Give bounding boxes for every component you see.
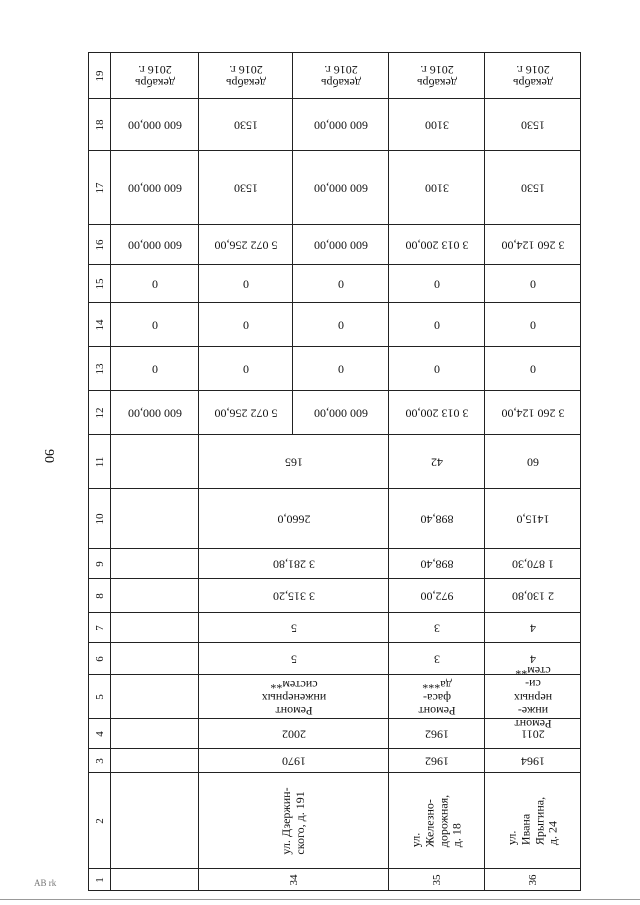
index-35: 35 — [389, 869, 485, 891]
col8-row — [89, 579, 581, 613]
cell-r1-c13: 0 — [199, 347, 293, 391]
cell-r3-c13: 0 — [389, 347, 485, 391]
cell-r3-c12: 3 013 200,00 — [389, 391, 485, 435]
cell-r0-c18: 600 000,00 — [111, 99, 199, 151]
cell-r0-c15: 0 — [111, 265, 199, 303]
cell-r4-c9: 1 870,30 — [485, 549, 581, 579]
cell-r2-c17: 600 000,00 — [293, 151, 389, 225]
colnum-7: 7 — [89, 613, 111, 643]
col12-row — [89, 391, 581, 435]
cell-r4-c14: 0 — [485, 303, 581, 347]
cell-r4-c13: 0 — [485, 347, 581, 391]
cell-r3-c7: 3 — [389, 613, 485, 643]
colnum-9: 9 — [89, 549, 111, 579]
col16-row — [89, 225, 581, 265]
col7-row — [89, 613, 581, 643]
cell-r3-c10: 898,40 — [389, 489, 485, 549]
colnum-2: 2 — [89, 773, 111, 869]
cell-r1-c11: 165 — [199, 435, 389, 489]
cell-r3-c8: 972,00 — [389, 579, 485, 613]
cell-r0-c13: 0 — [111, 347, 199, 391]
colnum-18: 18 — [89, 99, 111, 151]
cell-r1-c8: 3 315,20 — [199, 579, 389, 613]
cell-r1-c9: 3 281,80 — [199, 549, 389, 579]
colnum-10: 10 — [89, 489, 111, 549]
cell-r1-c19: декабрь 2016 г. — [199, 53, 293, 99]
cell-r4-c11: 60 — [485, 435, 581, 489]
cell-r3-c14: 0 — [389, 303, 485, 347]
cell-r0-c10 — [111, 489, 199, 549]
cell-r4-c5: Ремонт инже- нерных си- стем** — [485, 675, 581, 719]
col3-row — [89, 749, 581, 773]
cell-r0-c1 — [111, 869, 199, 891]
cell-r0-c11 — [111, 435, 199, 489]
cell-r4-c16: 3 260 124,00 — [485, 225, 581, 265]
address-35: ул. Железно- дорожная, д. 18 — [389, 773, 485, 869]
cell-r4-c8: 2 130,80 — [485, 579, 581, 613]
col14-row — [89, 303, 581, 347]
cell-r2-c19: декабрь 2016 г. — [293, 53, 389, 99]
colnum-19: 19 — [89, 53, 111, 99]
col15-row — [89, 265, 581, 303]
colnum-16: 16 — [89, 225, 111, 265]
cell-r4-c10: 1415,0 — [485, 489, 581, 549]
col17-row — [89, 151, 581, 225]
cell-r1-c7: 5 — [199, 613, 389, 643]
corner-mark: AB rk — [34, 878, 57, 888]
cell-r0-c12: 600 000,00 — [111, 391, 199, 435]
cell-r2-c13: 0 — [293, 347, 389, 391]
cell-r0-c14: 0 — [111, 303, 199, 347]
colnum-15: 15 — [89, 265, 111, 303]
colnum-11: 11 — [89, 435, 111, 489]
cell-r0-c5 — [111, 675, 199, 719]
cell-r2-c18: 600 000,00 — [293, 99, 389, 151]
cell-r1-c5: Ремонт инженерных систем** — [199, 675, 389, 719]
cell-r1-c6: 5 — [199, 643, 389, 675]
cell-r2-c15: 0 — [293, 265, 389, 303]
colnum-12: 12 — [89, 391, 111, 435]
cell-r3-c6: 3 — [389, 643, 485, 675]
cell-r4-c4: 2011 — [485, 719, 581, 749]
register-table — [88, 52, 581, 891]
cell-r3-c5: Ремонт фаса- да*** — [389, 675, 485, 719]
address-34: ул. Дзержин- ского, д. 191 — [199, 773, 389, 869]
col6-row — [89, 643, 581, 675]
cell-r4-c6: 4 — [485, 643, 581, 675]
cell-r4-c15: 0 — [485, 265, 581, 303]
colnum-13: 13 — [89, 347, 111, 391]
col18-row — [89, 99, 581, 151]
bottom-rule — [0, 899, 640, 900]
cell-r0-c8 — [111, 579, 199, 613]
cell-r2-c16: 600 000,00 — [293, 225, 389, 265]
cell-r2-c14: 0 — [293, 303, 389, 347]
col1-row — [89, 869, 581, 891]
col5-row — [89, 675, 581, 719]
cell-r3-c9: 898,40 — [389, 549, 485, 579]
cell-r1-c14: 0 — [199, 303, 293, 347]
colnum-1: 1 — [89, 869, 111, 891]
colnum-8: 8 — [89, 579, 111, 613]
cell-r1-c18: 1530 — [199, 99, 293, 151]
cell-r2-c12: 600 000,00 — [293, 391, 389, 435]
colnum-6: 6 — [89, 643, 111, 675]
col10-row — [89, 489, 581, 549]
page-number: 90 — [41, 449, 56, 463]
cell-r3-c18: 3100 — [389, 99, 485, 151]
index-36: 36 — [485, 869, 581, 891]
cell-r1-c4: 2002 — [199, 719, 389, 749]
cell-r3-c4: 1962 — [389, 719, 485, 749]
cell-r0-c17: 600 000,00 — [111, 151, 199, 225]
col11-row — [89, 435, 581, 489]
cell-r0-c2 — [111, 773, 199, 869]
col2-row — [89, 773, 581, 869]
cell-r3-c15: 0 — [389, 265, 485, 303]
cell-r1-c16: 5 072 256,00 — [199, 225, 293, 265]
cell-r4-c3: 1964 — [485, 749, 581, 773]
cell-r0-c4 — [111, 719, 199, 749]
cell-r3-c3: 1962 — [389, 749, 485, 773]
cell-r0-c7 — [111, 613, 199, 643]
cell-r4-c7: 4 — [485, 613, 581, 643]
cell-r0-c19: декабрь 2016 г. — [111, 53, 199, 99]
cell-r1-c17: 1530 — [199, 151, 293, 225]
col19-row — [89, 53, 581, 99]
cell-r0-c9 — [111, 549, 199, 579]
cell-r4-c19: декабрь 2016 г. — [485, 53, 581, 99]
colnum-17: 17 — [89, 151, 111, 225]
colnum-14: 14 — [89, 303, 111, 347]
cell-r4-c12: 3 260 124,00 — [485, 391, 581, 435]
col4-row — [89, 719, 581, 749]
cell-r0-c16: 600 000,00 — [111, 225, 199, 265]
cell-r3-c11: 42 — [389, 435, 485, 489]
cell-r0-c3 — [111, 749, 199, 773]
cell-r1-c10: 2660,0 — [199, 489, 389, 549]
cell-r4-c17: 1530 — [485, 151, 581, 225]
cell-r1-c12: 5 072 256,00 — [199, 391, 293, 435]
cell-r0-c6 — [111, 643, 199, 675]
cell-r3-c17: 3100 — [389, 151, 485, 225]
colnum-3: 3 — [89, 749, 111, 773]
colnum-5: 5 — [89, 675, 111, 719]
address-36: ул. Ивана Ярыгина, д. 24 — [485, 773, 581, 869]
colnum-4: 4 — [89, 719, 111, 749]
index-34: 34 — [199, 869, 389, 891]
col9-row — [89, 549, 581, 579]
cell-r1-c15: 0 — [199, 265, 293, 303]
cell-r1-c3: 1970 — [199, 749, 389, 773]
cell-r4-c18: 1530 — [485, 99, 581, 151]
cell-r3-c16: 3 013 200,00 — [389, 225, 485, 265]
col13-row — [89, 347, 581, 391]
cell-r3-c19: декабрь 2016 г. — [389, 53, 485, 99]
